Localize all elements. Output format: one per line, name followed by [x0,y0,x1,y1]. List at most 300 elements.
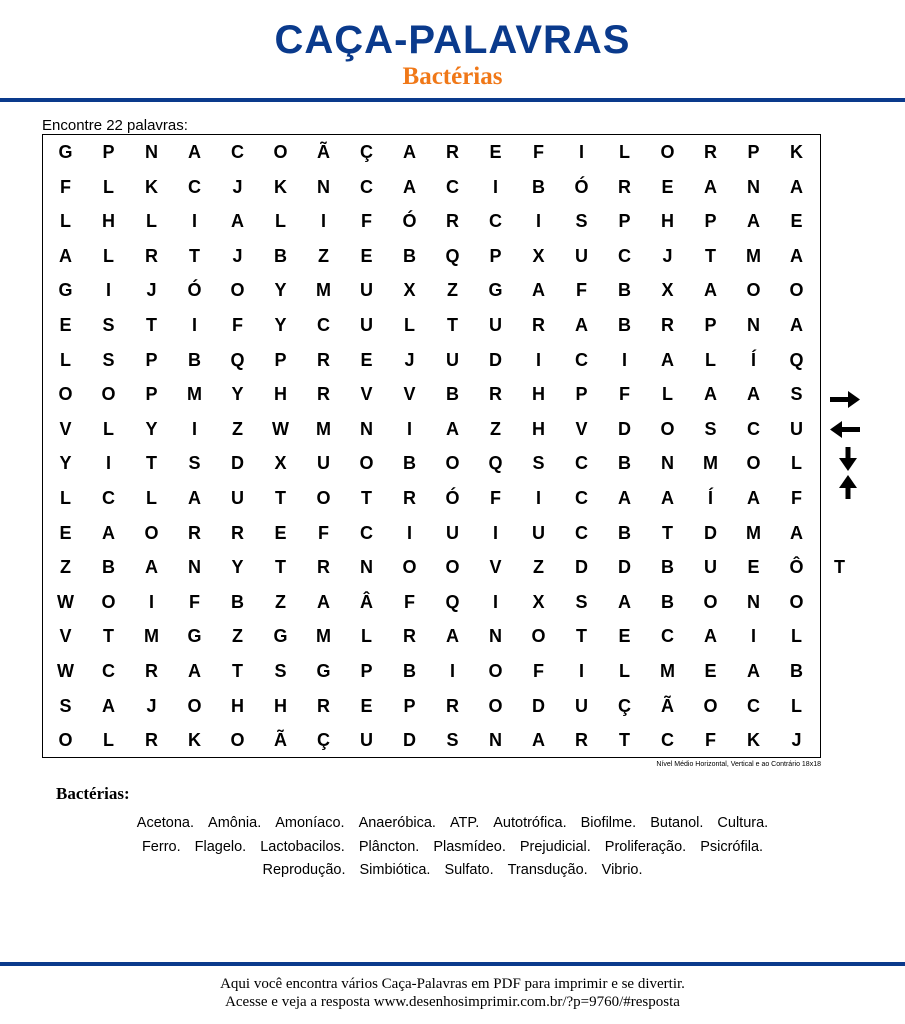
grid-cell: M [144,626,159,647]
grid-cell: H [274,695,287,716]
word-list-item: Amoníaco. [275,815,345,831]
grid-cell: U [446,522,459,543]
grid-cell: X [274,453,287,474]
grid-cell: Y [274,315,287,335]
grid-cell: A [188,142,201,162]
grid-cell: P [618,211,631,232]
grid-cell: Q [445,591,460,612]
grid-cell: A [790,176,803,197]
grid-cell: I [105,280,111,301]
grid-cell: Y [59,453,72,474]
level-note: Nível Médio Horizontal, Vertical e ao Contrário 18x18 [656,761,821,768]
grid-cell: M [746,245,761,266]
grid-cell: A [403,142,416,162]
grid-cell: T [232,661,243,681]
grid-cell: A [532,280,545,301]
grid-cell: V [403,384,416,405]
grid-cell: U [231,488,244,508]
grid-cell: J [146,280,157,301]
grid-cell: O [488,695,503,716]
grid-cell: Y [231,384,244,405]
grid-cell: A [747,661,760,681]
grid-cell: F [576,280,587,301]
grid-cell: L [103,176,114,197]
grid-cell: V [59,418,72,439]
grid-cell: G [58,142,73,162]
grid-cell: O [230,280,245,301]
grid-cell: O [746,280,761,301]
grid-cell: I [578,661,584,681]
grid-cell: D [618,557,631,578]
bottom-divider [0,962,905,966]
grid-cell: B [403,245,416,266]
grid-cell: O [230,730,245,751]
grid-cell: N [489,730,502,751]
grid-cell: L [103,418,114,439]
grid-cell: C [747,418,760,439]
grid-cell: I [750,626,756,647]
grid-cell: O [402,557,417,578]
grid-cell: O [359,453,374,474]
footer-line-2: Acesse e veja a resposta www.desenhosimprimir.com.br/?p=9760/#resposta [225,994,680,1010]
grid-cell: D [618,418,631,439]
grid-cell: L [619,142,630,162]
grid-cell: I [492,176,498,197]
grid-cell: O [445,453,460,474]
grid-cell: X [661,280,674,301]
grid-cell: O [531,626,546,647]
grid-cell: D [403,730,416,751]
grid-cell: N [360,557,373,578]
grid-row [43,481,819,516]
grid-cell: I [406,522,412,543]
grid-row [43,619,819,654]
grid-cell: S [59,695,72,716]
grid-cell: L [60,349,71,370]
grid-cell: T [275,557,286,578]
grid-cell: E [618,626,631,647]
grid-cell: Ç [317,730,330,751]
grid-cell: A [403,176,416,197]
grid-row [43,689,819,724]
grid-cell: L [361,626,372,647]
grid-cell: M [660,661,675,681]
grid-cell: B [618,453,631,474]
grid-cell: Y [274,280,287,301]
grid-cell: I [191,315,197,335]
grid-cell: A [618,488,631,508]
grid-cell: R [403,488,416,508]
grid-cell: I [191,418,197,439]
grid-cell: C [661,626,674,647]
footer-line-1: Aqui você encontra vários Caça-Palavras em PDF para imprimir e se divertir. [220,976,685,992]
grid-cell: A [790,522,803,543]
grid-cell: B [274,245,287,266]
word-list-item: Plasmídeo. [433,838,506,855]
grid-cell: Í [750,349,756,370]
grid-cell: R [145,661,158,681]
word-list-item: Lactobacilos. [260,838,345,855]
word-list [0,812,905,883]
grid-cell: U [575,695,588,716]
instructions-text: Encontre 22 palavras: [42,117,188,134]
word-list-line [0,859,905,883]
grid-cell: C [102,661,115,681]
word-list-item: Reprodução. [262,862,346,878]
grid-cell: Ã [317,142,330,162]
grid-cell: I [492,522,498,543]
grid-cell: C [446,176,459,197]
grid-cell: T [705,245,716,266]
word-list-item: Proliferação. [604,838,687,855]
word-list-item: Flagelo. [194,838,247,855]
grid-cell: I [191,211,197,232]
grid-cell: Ô [789,557,804,578]
grid-cell: O [58,730,73,751]
grid-cell: N [747,176,760,197]
grid-cell: F [361,211,372,232]
grid-cell: F [533,661,544,681]
grid-cell: O [58,384,73,405]
grid-cell: M [703,453,718,474]
grid-cell: A [188,488,201,508]
word-list-item: Cultura. [717,815,769,831]
grid-cell: J [232,176,243,197]
grid-row [43,273,819,308]
grid-cell: Ç [360,142,373,162]
grid-cell: N [747,591,760,612]
grid-cell: L [662,384,673,405]
grid-cell: B [403,453,416,474]
grid-cell: S [704,418,717,439]
grid-cell: Â [360,591,373,612]
grid-cell: R [446,142,459,162]
grid-cell: A [661,349,674,370]
grid-cell: F [705,730,716,751]
grid-cell: V [360,384,373,405]
word-list-item: Psicrófila. [700,838,764,855]
grid-cell: E [274,522,287,543]
grid-cell: A [446,626,459,647]
grid-row [43,516,819,551]
grid-cell: O [789,280,804,301]
grid-cell: T [189,245,200,266]
grid-cell: K [274,176,287,197]
grid-cell: Z [232,626,243,647]
grid-cell: R [403,626,416,647]
word-list-title: Bactérias: [56,784,130,803]
grid-cell: C [747,695,760,716]
grid-cell: A [661,488,674,508]
grid-cell: L [705,349,716,370]
grid-cell: O [746,453,761,474]
grid-cell: F [232,315,243,335]
grid-cell: O [187,695,202,716]
grid-cell: P [489,245,502,266]
grid-cell: X [532,591,545,612]
grid-cell: O [445,557,460,578]
grid-cell: P [704,211,717,232]
grid-cell: Í [707,488,713,508]
grid-cell: F [189,591,200,612]
grid-cell: O [144,522,159,543]
grid-cell: C [618,245,631,266]
grid-cell: Y [231,557,244,578]
grid-cell: C [575,522,588,543]
grid-cell: A [704,384,717,405]
page-title: CAÇA-PALAVRAS [274,18,631,62]
grid-cell: L [275,211,286,232]
grid-cell: E [360,245,373,266]
grid-cell: B [661,591,674,612]
grid-cell: D [575,557,588,578]
grid-cell: R [446,211,459,232]
grid-cell: Ã [274,730,287,751]
arrow-down-icon [838,446,858,472]
grid-cell: U [532,522,545,543]
grid-cell: A [704,280,717,301]
grid-cell: C [102,488,115,508]
grid-cell: I [148,591,154,612]
grid-cell: X [532,245,545,266]
grid-cell: D [704,522,717,543]
grid-cell: B [102,557,115,578]
grid-cell: Z [275,591,286,612]
grid-cell: N [145,142,158,162]
grid-cell: L [619,661,630,681]
grid-cell: L [791,453,802,474]
grid-cell: R [317,557,330,578]
grid-cell: A [532,730,545,751]
grid-cell: C [575,349,588,370]
grid-cell: J [791,730,802,751]
grid-cell: M [316,626,331,647]
grid-cell: S [102,315,115,335]
grid-cell: R [618,176,631,197]
grid-cell: C [360,176,373,197]
grid-cell: R [575,730,588,751]
grid-cell: U [360,315,373,335]
grid-cell: Y [145,418,158,439]
letter-grid [42,134,845,758]
grid-cell: E [59,522,72,543]
grid-cell: B [188,349,201,370]
grid-cell: S [188,453,201,474]
grid-cell: P [575,384,588,405]
grid-cell: R [532,315,545,335]
grid-cell: M [746,522,761,543]
grid-cell: H [661,211,674,232]
grid-cell: J [404,349,415,370]
grid-cell: T [662,522,673,543]
grid-cell: V [59,626,72,647]
grid-cell: A [231,211,244,232]
grid-cell: U [704,557,717,578]
grid-cell: Z [318,245,329,266]
grid-cell: U [446,349,459,370]
word-list-item: Butanol. [650,815,704,831]
grid-cell: F [791,488,802,508]
grid-row [43,308,819,343]
grid-cell: R [704,142,717,162]
grid-cell: Ç [618,695,631,716]
grid-cell: X [403,280,416,301]
grid-cell: L [103,245,114,266]
grid-cell: T [834,557,845,578]
arrow-right-icon [828,389,862,409]
grid-cell: Ã [661,695,674,716]
grid-cell: A [747,384,760,405]
grid-cell: P [145,349,158,370]
grid-cell: R [145,730,158,751]
grid-cell: Ó [187,280,202,301]
arrow-left-icon [828,419,862,439]
grid-cell: F [60,176,71,197]
grid-cell: W [57,661,74,681]
grid-cell: H [102,211,115,232]
grid-cell: P [704,315,717,335]
grid-cell: W [272,418,289,439]
grid-cell: F [318,522,329,543]
grid-cell: O [316,488,331,508]
grid-cell: T [275,488,286,508]
grid-cell: N [317,176,330,197]
grid-cell: L [791,695,802,716]
grid-cell: S [102,349,115,370]
grid-cell: E [59,315,72,335]
grid-cell: C [188,176,201,197]
grid-cell: G [273,626,288,647]
grid-cell: I [406,418,412,439]
word-list-item: Ferro. [141,838,181,855]
grid-cell: C [489,211,502,232]
grid-cell: K [790,142,803,162]
grid-cell: I [578,142,584,162]
grid-cell: E [360,349,373,370]
grid-cell: A [618,591,631,612]
grid-cell: J [146,695,157,716]
grid-row [43,446,819,481]
grid-cell: O [703,591,718,612]
grid-cell: J [662,245,673,266]
word-list-item: Prejudicial. [519,838,591,855]
grid-cell: F [619,384,630,405]
grid-cell: T [103,626,114,647]
grid-cell: L [404,315,415,335]
grid-cell: R [446,695,459,716]
grid-row [43,412,819,447]
grid-cell: G [187,626,202,647]
grid-cell: C [317,315,330,335]
arrow-up-icon [838,474,858,500]
grid-cell: M [316,280,331,301]
grid-cell: U [790,418,803,439]
grid-cell: R [317,695,330,716]
word-list-item: Vibrio. [601,862,643,878]
grid-cell: T [619,730,630,751]
grid-cell: E [661,176,674,197]
word-list-item: Amônia. [208,815,262,831]
grid-cell: T [576,626,587,647]
grid-cell: Q [488,453,503,474]
grid-cell: A [446,418,459,439]
grid-cell: S [575,591,588,612]
grid-cell: R [188,522,201,543]
grid-row [43,239,819,274]
grid-cell: E [704,661,717,681]
grid-cell: S [790,384,803,405]
grid-cell: P [403,695,416,716]
grid-cell: D [489,349,502,370]
grid-cell: Z [232,418,243,439]
word-list-item: Sulfato. [444,862,494,878]
grid-cell: C [360,522,373,543]
word-list-item: Simbiótica. [359,862,431,878]
grid-cell: I [621,349,627,370]
grid-cell: B [790,661,803,681]
grid-cell: P [102,142,115,162]
grid-cell: A [790,315,803,335]
grid-cell: A [704,626,717,647]
grid-cell: M [316,418,331,439]
grid-cell: I [320,211,326,232]
grid-cell: I [535,488,541,508]
grid-cell: R [145,245,158,266]
grid-cell: R [317,349,330,370]
grid-cell: P [145,384,158,405]
grid-cell: A [59,245,72,266]
grid-cell: I [492,591,498,612]
grid-cell: L [146,488,157,508]
grid-cell: G [488,280,503,301]
grid-row [43,204,819,239]
grid-cell: H [274,384,287,405]
grid-cell: N [489,626,502,647]
grid-cell: D [532,695,545,716]
grid-cell: J [232,245,243,266]
grid-cell: A [790,245,803,266]
grid-cell: L [103,730,114,751]
grid-cell: B [532,176,545,197]
grid-cell: U [317,453,330,474]
grid-cell: O [789,591,804,612]
grid-cell: N [661,453,674,474]
grid-cell: N [188,557,201,578]
grid-cell: C [661,730,674,751]
grid-cell: C [231,142,244,162]
word-list-item: Anaeróbica. [358,815,436,831]
grid-row [43,377,819,412]
grid-cell: T [447,315,458,335]
grid-cell: R [661,315,674,335]
grid-cell: I [449,661,455,681]
word-list-line [0,836,905,860]
grid-cell: R [231,522,244,543]
grid-cell: Ó [402,211,417,232]
grid-cell: S [274,661,287,681]
grid-row [43,135,819,170]
grid-cell: B [403,661,416,681]
grid-cell: U [489,315,502,335]
grid-cell: A [317,591,330,612]
grid-cell: N [747,315,760,335]
grid-cell: S [575,211,588,232]
grid-cell: E [360,695,373,716]
grid-row [43,585,819,620]
grid-cell: D [231,453,244,474]
grid-cell: A [747,488,760,508]
word-list-item: Transdução. [507,862,588,878]
